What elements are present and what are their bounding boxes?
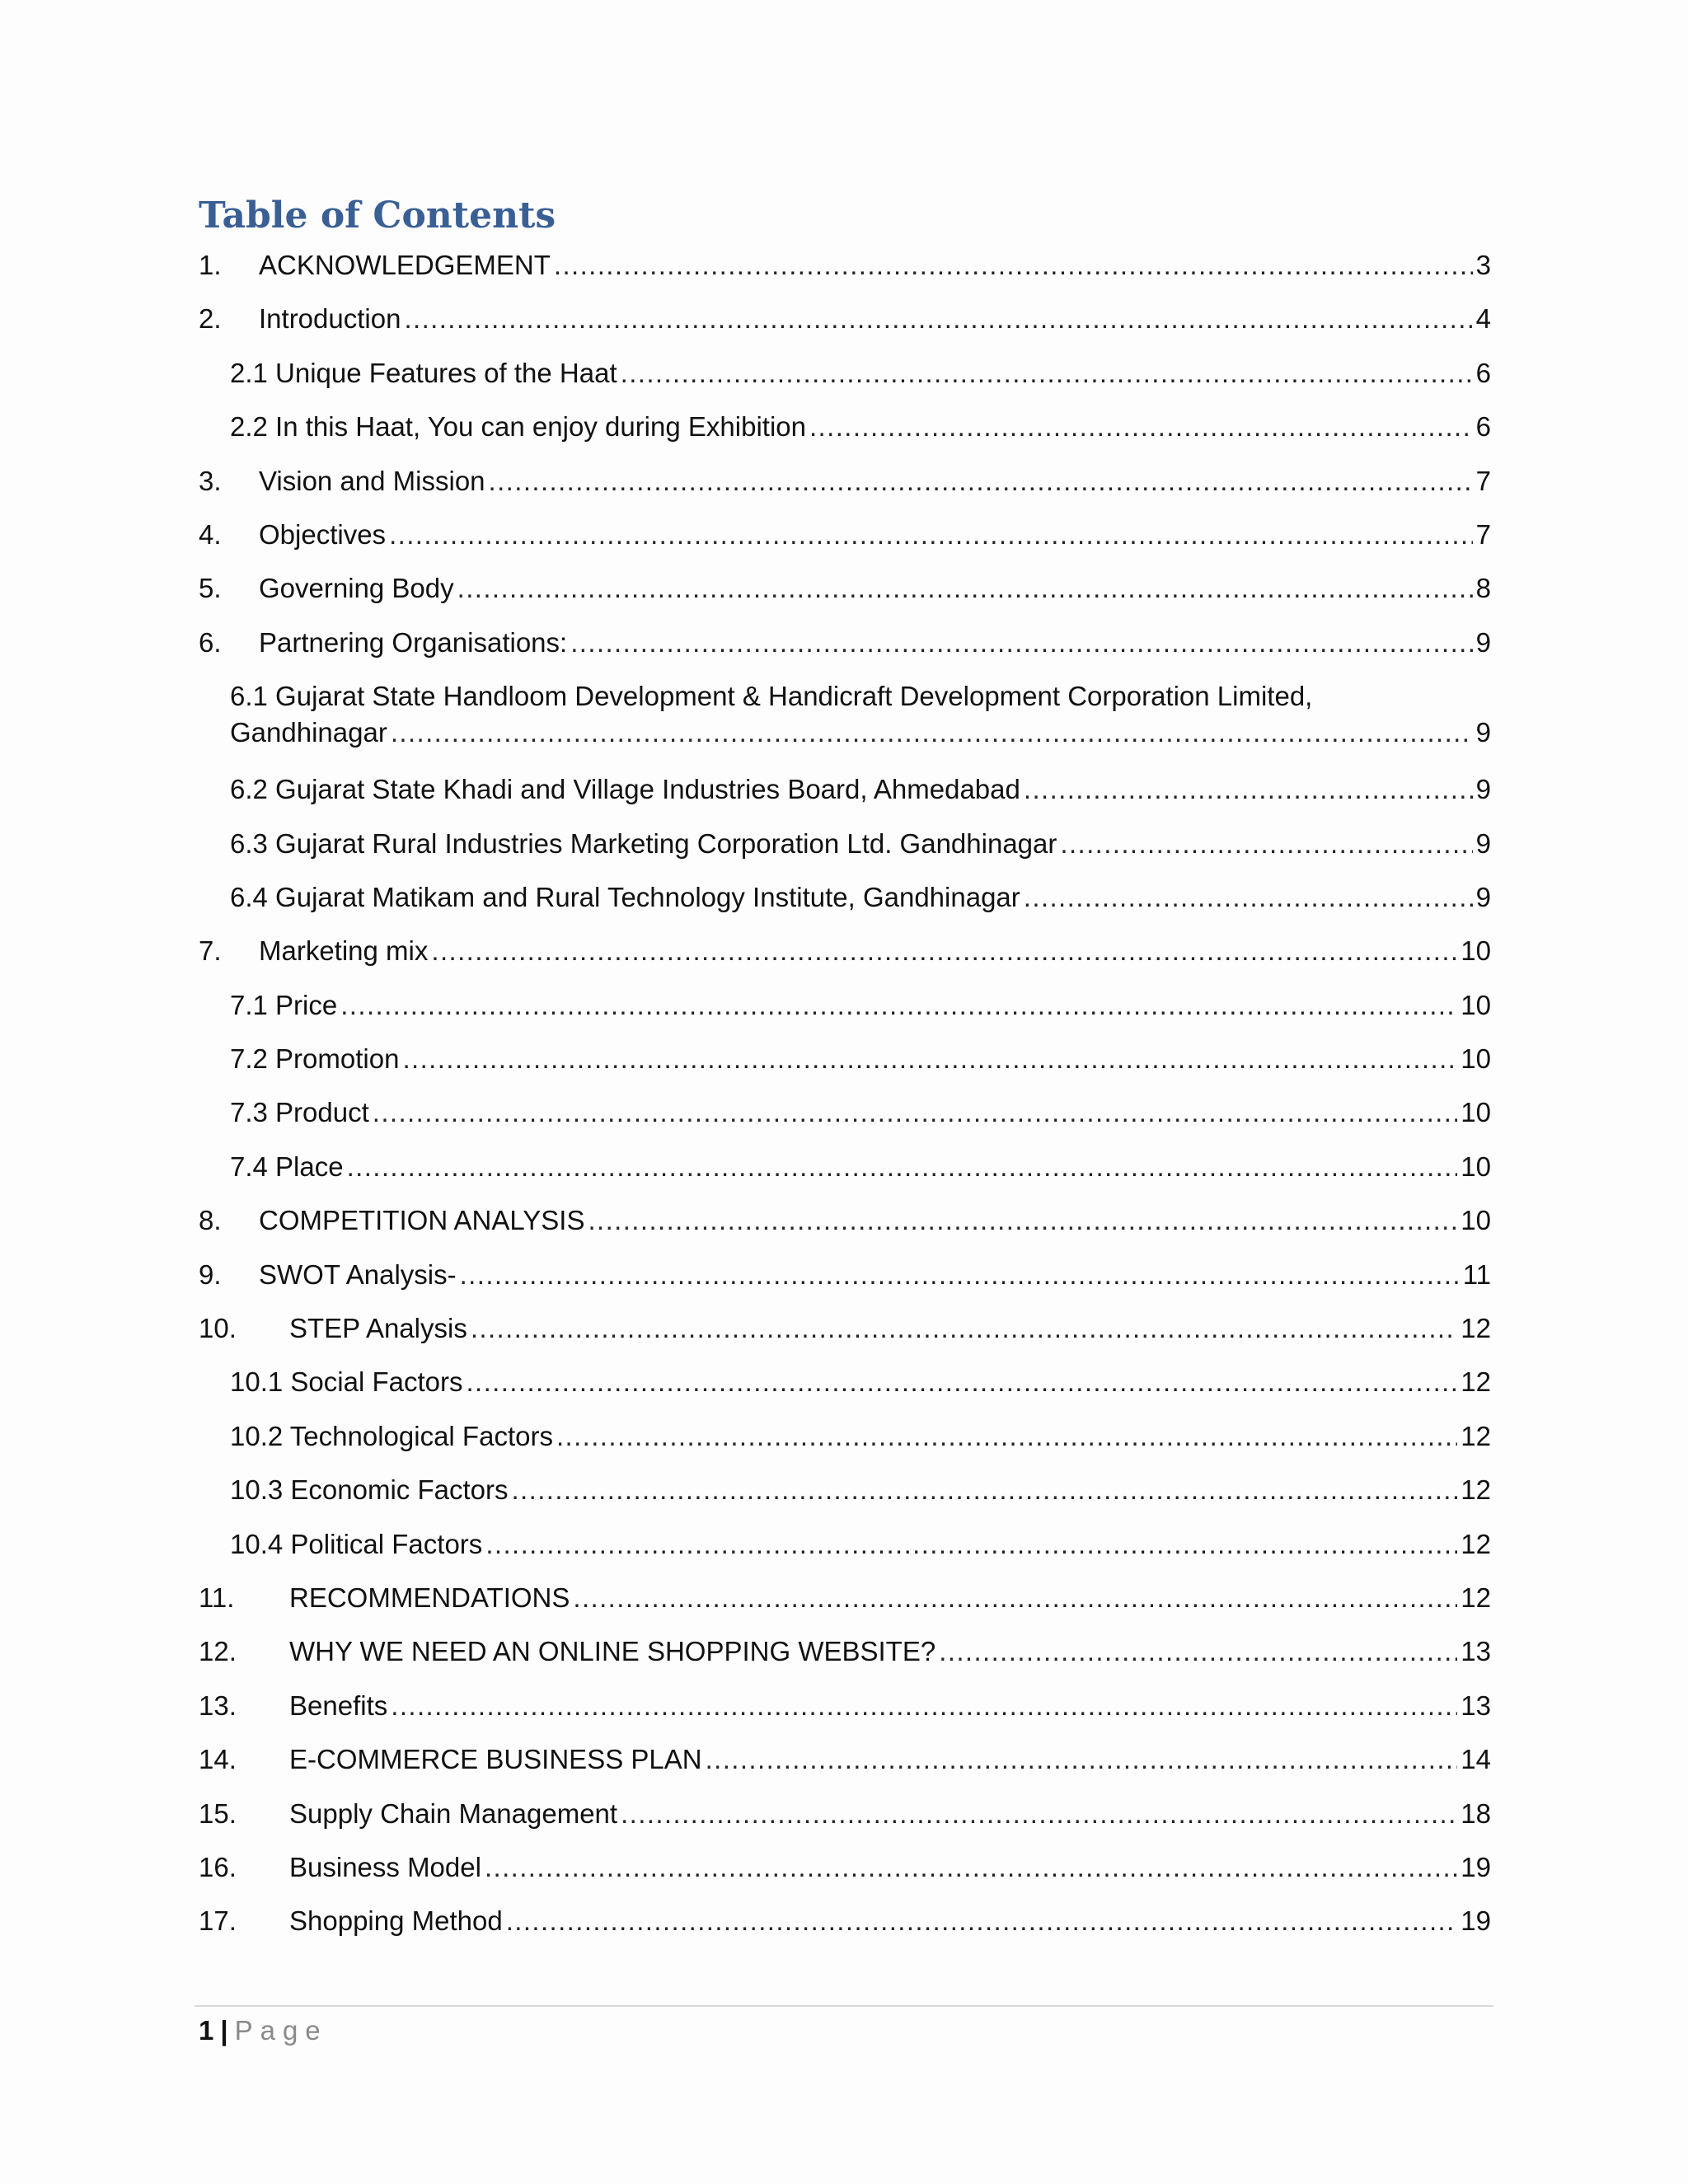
toc-entry-page: 9	[1475, 626, 1491, 658]
toc-subentry[interactable]	[199, 1041, 1491, 1094]
toc-subentry[interactable]	[199, 1149, 1491, 1202]
toc-entry-label: WHY WE NEED AN ONLINE SHOPPING WEBSITE?	[289, 1636, 936, 1667]
toc-entry-page: 6	[1475, 357, 1491, 388]
toc-entry[interactable]	[199, 1903, 1491, 1957]
toc-entry-page: 6	[1475, 411, 1491, 443]
toc-entry-page: 9	[1475, 827, 1491, 859]
toc-entry-label: STEP Analysis	[289, 1313, 467, 1344]
toc-entry[interactable]	[199, 625, 1491, 678]
toc-entry[interactable]	[199, 517, 1491, 570]
page-footer	[199, 2013, 328, 2049]
toc-entry-label: 6.2 Gujarat State Khadi and Village Industries Board, Ahmedabad	[230, 774, 1020, 805]
toc-entry-page: 10	[1461, 935, 1491, 967]
toc-entry-label: Supply Chain Management	[289, 1797, 618, 1829]
toc-entry-page: 10	[1461, 989, 1491, 1020]
dot-leader	[1060, 826, 1472, 862]
dot-leader	[485, 1526, 1457, 1563]
toc-subentry[interactable]	[199, 1364, 1491, 1418]
toc-entry-page: 9	[1475, 774, 1491, 805]
page-number: 1	[199, 2015, 214, 2046]
dot-leader	[389, 517, 1473, 553]
dot-leader	[489, 463, 1473, 499]
toc-entry-page: 19	[1461, 1905, 1491, 1937]
table-of-contents	[199, 247, 1491, 1957]
toc-entry-number: 12.	[199, 1636, 237, 1667]
toc-entry-number: 14.	[199, 1744, 237, 1775]
toc-entry[interactable]	[199, 1633, 1491, 1687]
dot-leader	[706, 1741, 1458, 1778]
toc-entry-page: 11	[1462, 1258, 1491, 1290]
toc-entry-page: 19	[1461, 1851, 1491, 1882]
toc-entry-label: 6.4 Gujarat Matikam and Rural Technology Institute, Gandhinagar	[230, 881, 1020, 912]
dot-leader	[391, 715, 1473, 751]
dot-leader	[466, 1364, 1457, 1400]
toc-entry-label: COMPETITION ANALYSIS	[259, 1205, 585, 1236]
toc-entry-page: 12	[1461, 1366, 1491, 1398]
dot-leader	[471, 1310, 1457, 1347]
dot-leader	[373, 1094, 1458, 1131]
toc-entry[interactable]	[199, 301, 1491, 354]
toc-entry-number: 1.	[199, 250, 222, 280]
toc-entry-page: 8	[1475, 573, 1491, 604]
toc-entry-label: 10.2 Technological Factors	[230, 1420, 553, 1451]
toc-entry-page: 12	[1461, 1528, 1491, 1559]
toc-entry-number: 11.	[199, 1582, 235, 1613]
toc-subentry[interactable]	[199, 1472, 1491, 1526]
dot-leader	[404, 301, 1472, 337]
toc-entry-label: Governing Body	[259, 573, 454, 604]
dot-leader	[621, 1796, 1457, 1832]
toc-entry-page: 18	[1461, 1797, 1491, 1829]
toc-entry-label: Marketing mix	[259, 935, 429, 967]
toc-entry-number: 8.	[199, 1205, 222, 1236]
toc-entry-label: Shopping Method	[289, 1905, 503, 1937]
toc-entry-label: 7.1 Price	[230, 989, 338, 1020]
toc-subentry[interactable]	[199, 1094, 1491, 1148]
toc-entry-page: 12	[1461, 1582, 1491, 1613]
toc-subentry[interactable]	[199, 678, 1491, 771]
toc-entry-number: 4.	[199, 518, 222, 550]
toc-entry[interactable]	[199, 1202, 1491, 1256]
toc-entry-page: 14	[1461, 1744, 1491, 1775]
dot-leader	[391, 1688, 1457, 1724]
dot-leader	[347, 1149, 1458, 1185]
toc-entry-label: Vision and Mission	[259, 465, 485, 496]
toc-entry-number: 7.	[199, 935, 222, 967]
toc-entry-number: 6.	[199, 626, 222, 658]
dot-leader	[1024, 879, 1473, 916]
toc-entry-label: 2.1 Unique Features of the Haat	[230, 357, 617, 388]
toc-entry[interactable]	[199, 1741, 1491, 1795]
dot-leader	[457, 570, 1473, 607]
toc-entry-label: Objectives	[259, 518, 387, 550]
toc-entry-label: 10.3 Economic Factors	[230, 1474, 509, 1506]
toc-entry-number: 17.	[199, 1905, 237, 1937]
toc-entry-label: 7.4 Place	[230, 1151, 344, 1182]
toc-entry-page: 13	[1461, 1636, 1491, 1667]
toc-subentry[interactable]	[199, 826, 1491, 879]
dot-leader	[809, 409, 1473, 445]
page-label: Page	[234, 2015, 328, 2046]
toc-entry-number: 13.	[199, 1690, 237, 1721]
dot-leader	[460, 1257, 1460, 1293]
dot-leader	[621, 355, 1473, 391]
dot-leader	[340, 987, 1457, 1024]
footer-divider	[195, 2005, 1493, 2007]
toc-entry-label: 7.3 Product	[230, 1097, 369, 1128]
toc-entry-number: 2.	[199, 303, 222, 335]
dot-leader	[554, 247, 1473, 284]
toc-entry-page: 12	[1461, 1313, 1491, 1344]
dot-leader	[939, 1633, 1457, 1670]
toc-entry[interactable]	[199, 247, 1491, 301]
toc-entry-label: 6.3 Gujarat Rural Industries Marketing Corporation Ltd. Gandhinagar	[230, 827, 1057, 859]
toc-entry-page: 10	[1461, 1043, 1491, 1075]
dot-leader	[556, 1418, 1457, 1455]
toc-entry[interactable]	[199, 1580, 1491, 1633]
toc-subentry[interactable]	[199, 771, 1491, 825]
toc-subentry[interactable]	[199, 879, 1491, 933]
toc-entry[interactable]	[199, 1257, 1491, 1310]
toc-entry-page: 4	[1475, 303, 1491, 335]
toc-entry-page: 7	[1475, 465, 1491, 496]
toc-entry[interactable]	[199, 933, 1491, 987]
dot-leader	[485, 1849, 1457, 1886]
footer-separator: |	[220, 2015, 228, 2046]
toc-entry-number: 16.	[199, 1851, 237, 1882]
dot-leader	[431, 933, 1457, 969]
toc-entry-page: 10	[1461, 1205, 1491, 1236]
toc-title: Table of Contents	[199, 194, 556, 237]
toc-entry[interactable]	[199, 1310, 1491, 1364]
toc-entry-label-continued: Gandhinagar	[230, 717, 387, 748]
dot-leader	[573, 1580, 1457, 1616]
toc-entry-label: Benefits	[289, 1690, 388, 1721]
toc-entry-page: 13	[1461, 1690, 1491, 1721]
toc-entry-number: 10.	[199, 1313, 237, 1344]
toc-entry-label: Business Model	[289, 1851, 481, 1882]
toc-entry-number: 15.	[199, 1797, 237, 1829]
toc-entry-page: 9	[1475, 881, 1491, 912]
dot-leader	[511, 1472, 1457, 1508]
toc-entry[interactable]	[199, 463, 1491, 517]
toc-entry[interactable]	[199, 570, 1491, 624]
toc-entry-label: ACKNOWLEDGEMENT	[259, 250, 551, 280]
dot-leader	[1024, 771, 1473, 808]
toc-entry-label: 10.1 Social Factors	[230, 1366, 463, 1398]
toc-entry-label: 10.4 Political Factors	[230, 1528, 483, 1559]
toc-entry-page: 3	[1475, 250, 1491, 280]
dot-leader	[570, 625, 1472, 661]
toc-entry-label: SWOT Analysis-	[259, 1258, 457, 1290]
toc-entry-number: 9.	[199, 1258, 222, 1290]
toc-entry-label: 2.2 In this Haat, You can enjoy during Exhibition	[230, 411, 806, 443]
toc-entry[interactable]	[199, 1796, 1491, 1849]
toc-entry-label: 7.2 Promotion	[230, 1043, 400, 1075]
toc-entry-page: 9	[1475, 717, 1491, 748]
toc-entry-number: 5.	[199, 573, 222, 604]
toc-entry[interactable]	[199, 1849, 1491, 1903]
toc-entry-label: Partnering Organisations:	[259, 626, 568, 658]
toc-subentry[interactable]	[199, 987, 1491, 1041]
toc-entry-label: RECOMMENDATIONS	[289, 1582, 570, 1613]
toc-entry-page: 7	[1475, 518, 1491, 550]
toc-entry-page: 12	[1461, 1420, 1491, 1451]
toc-subentry[interactable]	[199, 1418, 1491, 1472]
dot-leader	[588, 1202, 1457, 1239]
dot-leader	[506, 1903, 1458, 1939]
toc-entry-label: E-COMMERCE BUSINESS PLAN	[289, 1744, 702, 1775]
toc-subentry[interactable]	[199, 1526, 1491, 1580]
toc-entry-label: Introduction	[259, 303, 401, 335]
toc-subentry[interactable]	[199, 355, 1491, 409]
toc-entry-page: 10	[1461, 1097, 1491, 1128]
toc-entry-label: 6.1 Gujarat State Handloom Development & Handicraft Development Corporation Limited,	[230, 681, 1313, 712]
toc-subentry[interactable]	[199, 409, 1491, 462]
toc-entry[interactable]	[199, 1688, 1491, 1741]
dot-leader	[402, 1041, 1457, 1077]
toc-entry-page: 10	[1461, 1151, 1491, 1182]
toc-entry-page: 12	[1461, 1474, 1491, 1506]
toc-entry-number: 3.	[199, 465, 222, 496]
